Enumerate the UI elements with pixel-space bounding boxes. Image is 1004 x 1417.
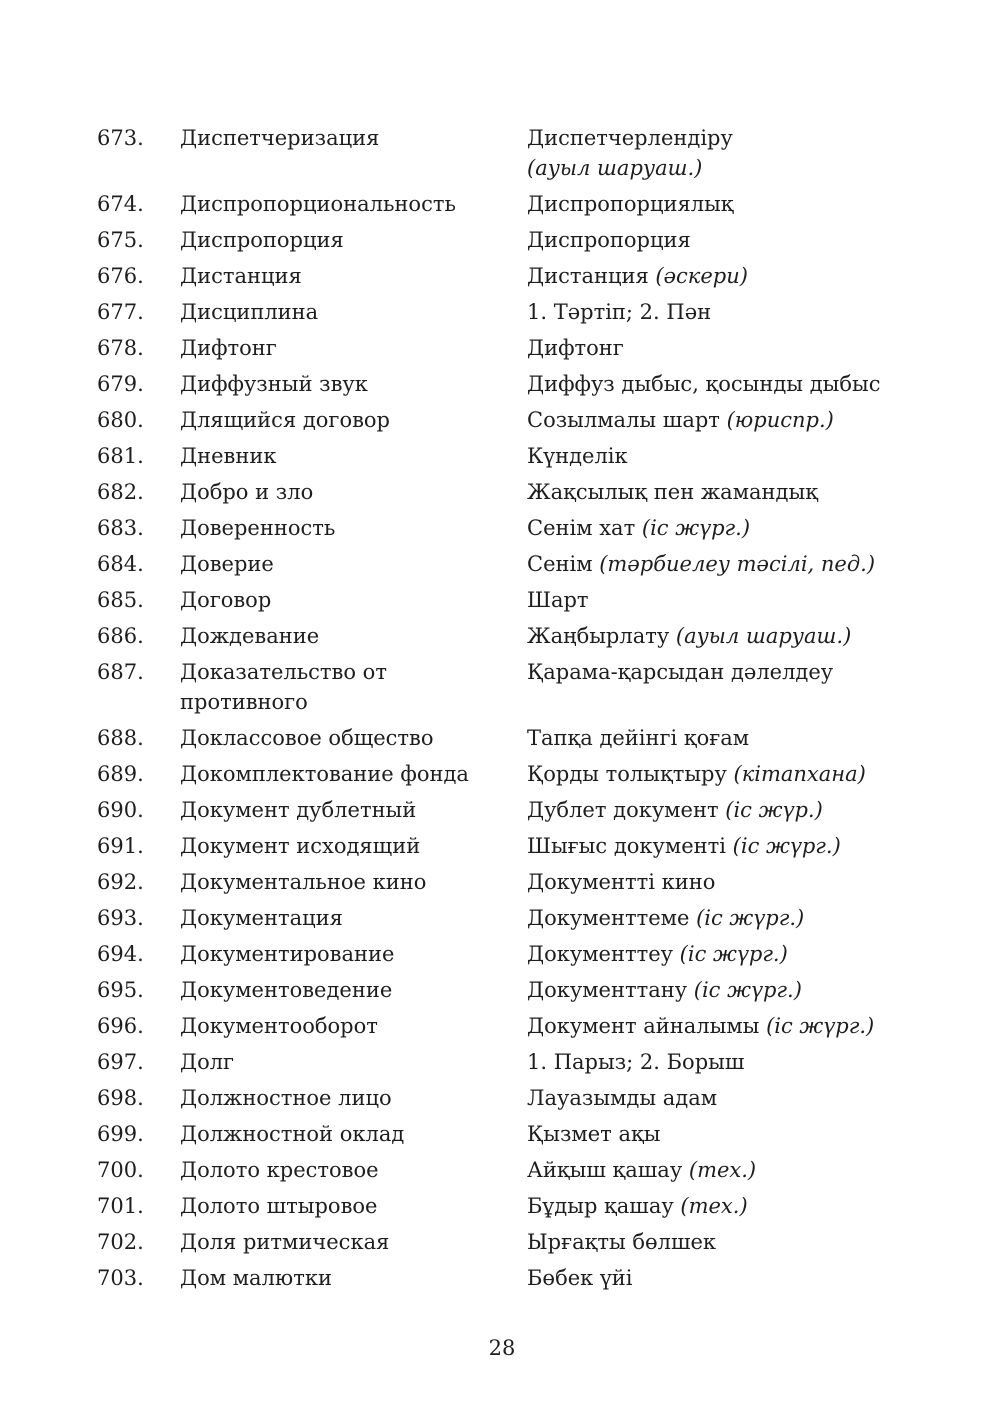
kazakh-term-cell [527,759,947,789]
entry-number: 697. [97,1050,144,1074]
kazakh-term-cell [527,1083,947,1113]
kazakh-term-cell [527,585,947,615]
entry-number: 684. [97,552,144,576]
kazakh-term: Шарт [527,588,589,612]
usage-note: (тәрбиелеу тәсілі, пед.) [599,552,876,576]
dictionary-entry [97,402,957,438]
kazakh-term: Дистанция [527,264,649,288]
usage-note: (тех.) [680,1194,748,1218]
kazakh-term: Документті кино [527,870,716,894]
dictionary-entry [97,546,957,582]
entry-number: 676. [97,264,144,288]
kazakh-term: Документтеу [527,942,673,966]
kazakh-term-cell [527,333,947,363]
dictionary-entry [97,474,957,510]
usage-note: (іс жүрг.) [766,1014,875,1038]
dictionary-entry [97,1080,957,1116]
russian-term: Диспетчеризация [180,126,380,150]
kazakh-term: Документ айналымы [527,1014,760,1038]
dictionary-entry [97,1152,957,1188]
entry-number: 677. [97,300,144,324]
usage-note: (іс жүр.) [725,798,823,822]
kazakh-term-cell [527,477,947,507]
kazakh-term: Айқыш қашау [527,1158,683,1182]
dictionary-entry [97,294,957,330]
russian-term: Дневник [180,444,277,468]
dictionary-entry [97,1188,957,1224]
kazakh-term: Документтеме [527,906,690,930]
dictionary-entry [97,900,957,936]
kazakh-term-cell [527,795,947,825]
russian-term: Документ исходящий [180,834,421,858]
russian-term: Добро и зло [180,480,314,504]
russian-term: Дисциплина [180,300,319,324]
kazakh-term-cell [527,867,947,897]
kazakh-term: Диффуз дыбыс, қосынды дыбыс [527,372,881,396]
dictionary-entry [97,720,957,756]
entry-number: 685. [97,588,144,612]
entry-number: 694. [97,942,144,966]
entry-number: 691. [97,834,144,858]
russian-term: Документирование [180,942,395,966]
kazakh-term: Созылмалы шарт [527,408,720,432]
dictionary-entry [97,828,957,864]
entry-number: 702. [97,1230,144,1254]
entry-number: 695. [97,978,144,1002]
russian-term: Документ дублетный [180,798,417,822]
entry-number: 688. [97,726,144,750]
kazakh-term: Қорды толықтыру [527,762,727,786]
russian-term: Долото штыровое [180,1194,378,1218]
dictionary-entry [97,120,957,186]
entry-number: 683. [97,516,144,540]
russian-term: Доказательство от противного [180,660,387,714]
kazakh-term-cell [527,1227,947,1257]
kazakh-term: Жақсылық пен жамандық [527,480,818,504]
russian-term: Дождевание [180,624,320,648]
russian-term: Дом малютки [180,1266,332,1290]
kazakh-term: Шығыс документі [527,834,726,858]
dictionary-entry [97,330,957,366]
usage-note: (іс жүрг.) [679,942,788,966]
dictionary-entry [97,1044,957,1080]
kazakh-term-cell [527,1119,947,1149]
russian-term: Докомплектование фонда [180,762,469,786]
kazakh-term: Сенім хат [527,516,636,540]
kazakh-term: 1. Тәртіп; 2. Пән [527,300,712,324]
dictionary-entry [97,1116,957,1152]
dictionary-entry [97,222,957,258]
usage-note: (іс жүрг.) [641,516,751,540]
entry-number: 703. [97,1266,144,1290]
entry-number: 675. [97,228,144,252]
dictionary-entry [97,582,957,618]
usage-note: (ауыл шаруаш.) [527,156,703,180]
entry-number: 698. [97,1086,144,1110]
entry-number: 689. [97,762,144,786]
dictionary-entry [97,936,957,972]
russian-term: Доля ритмическая [180,1230,390,1254]
page-number: 28 [488,1336,516,1360]
entry-number: 692. [97,870,144,894]
entry-number: 693. [97,906,144,930]
entry-number: 680. [97,408,144,432]
kazakh-term: Күнделік [527,444,628,468]
kazakh-term: Қызмет ақы [527,1122,661,1146]
kazakh-term-cell [527,723,947,753]
kazakh-term-cell [527,189,947,219]
entry-number: 696. [97,1014,144,1038]
russian-term: Документальное кино [180,870,427,894]
dictionary-entry [97,366,957,402]
entry-number: 690. [97,798,144,822]
kazakh-term: Тапқа дейінгі қоғам [527,726,750,750]
kazakh-term-cell [527,369,947,399]
kazakh-term: Ырғақты бөлшек [527,1230,717,1254]
russian-term: Доверенность [180,516,336,540]
kazakh-term-cell [527,297,947,327]
kazakh-term-cell [527,831,947,861]
kazakh-term: Дифтонг [527,336,624,360]
kazakh-term-cell [527,1011,947,1041]
kazakh-term-cell [527,123,947,183]
russian-term: Доверие [180,552,274,576]
usage-note: (іс жүрг.) [696,906,805,930]
russian-term: Должностное лицо [180,1086,392,1110]
usage-note: (іс жүрг.) [693,978,802,1002]
dictionary-entry [97,1260,957,1296]
usage-note: (әскери) [655,264,748,288]
entry-number: 700. [97,1158,144,1182]
dictionary-entry [97,864,957,900]
russian-term: Длящийся договор [180,408,390,432]
dictionary-entry [97,972,957,1008]
kazakh-term: Қарама-қарсыдан дәлелдеу [527,660,834,684]
entry-number: 687. [97,660,144,684]
kazakh-term-cell [527,1047,947,1077]
kazakh-term: Бөбек үйі [527,1266,633,1290]
entry-number: 699. [97,1122,144,1146]
russian-term: Диспропорция [180,228,344,252]
kazakh-term-cell [527,261,947,291]
russian-term: Должностной оклад [180,1122,405,1146]
kazakh-term: Диспропорциялық [527,192,734,216]
entry-number: 674. [97,192,144,216]
entry-number: 686. [97,624,144,648]
dictionary-entry [97,756,957,792]
entry-number: 682. [97,480,144,504]
kazakh-term-cell [527,621,947,651]
russian-term: Дистанция [180,264,302,288]
dictionary-entry [97,1224,957,1260]
russian-term: Дифтонг [180,336,277,360]
kazakh-term: Документтану [527,978,688,1002]
entry-number: 681. [97,444,144,468]
russian-term: Диспропорциональность [180,192,456,216]
dictionary-entry [97,618,957,654]
kazakh-term: Лауазымды адам [527,1086,718,1110]
dictionary-entry [97,186,957,222]
russian-term: Диффузный звук [180,372,368,396]
kazakh-term-cell [527,939,947,969]
kazakh-term-cell [527,225,947,255]
kazakh-term-cell [527,1263,947,1293]
kazakh-term: Дублет документ [527,798,719,822]
kazakh-term-cell [527,1155,947,1185]
usage-note: (кітапхана) [733,762,866,786]
kazakh-term: Диспетчерлендіру [527,126,733,150]
usage-note: (ауыл шаруаш.) [675,624,852,648]
dictionary-entry [97,258,957,294]
kazakh-term-cell [527,903,947,933]
entry-list [97,120,957,1296]
kazakh-term-cell [527,549,947,579]
dictionary-entry [97,438,957,474]
russian-term: Документация [180,906,343,930]
dictionary-entry [97,654,957,720]
kazakh-term: Бұдыр қашау [527,1194,674,1218]
russian-term: Документооборот [180,1014,378,1038]
usage-note: (юриспр.) [726,408,834,432]
dictionary-entry [97,1008,957,1044]
entry-number: 673. [97,126,144,150]
kazakh-term: 1. Парыз; 2. Борыш [527,1050,745,1074]
russian-term: Документоведение [180,978,393,1002]
kazakh-term: Диспропорция [527,228,691,252]
dictionary-entry [97,510,957,546]
russian-term: Доклассовое общество [180,726,434,750]
dictionary-entry [97,792,957,828]
kazakh-term: Жаңбырлату [527,624,670,648]
kazakh-term-cell [527,1191,947,1221]
kazakh-term-cell [527,513,947,543]
kazakh-term-cell [527,657,947,717]
kazakh-term: Сенім [527,552,593,576]
entry-number: 678. [97,336,144,360]
kazakh-term-cell [527,441,947,471]
russian-term: Долг [180,1050,235,1074]
kazakh-term-cell [527,405,947,435]
entry-number: 701. [97,1194,144,1218]
entry-number: 679. [97,372,144,396]
kazakh-term-cell [527,975,947,1005]
russian-term: Договор [180,588,272,612]
usage-note: (іс жүрг.) [732,834,841,858]
usage-note: (тех.) [688,1158,757,1182]
russian-term: Долото крестовое [180,1158,379,1182]
